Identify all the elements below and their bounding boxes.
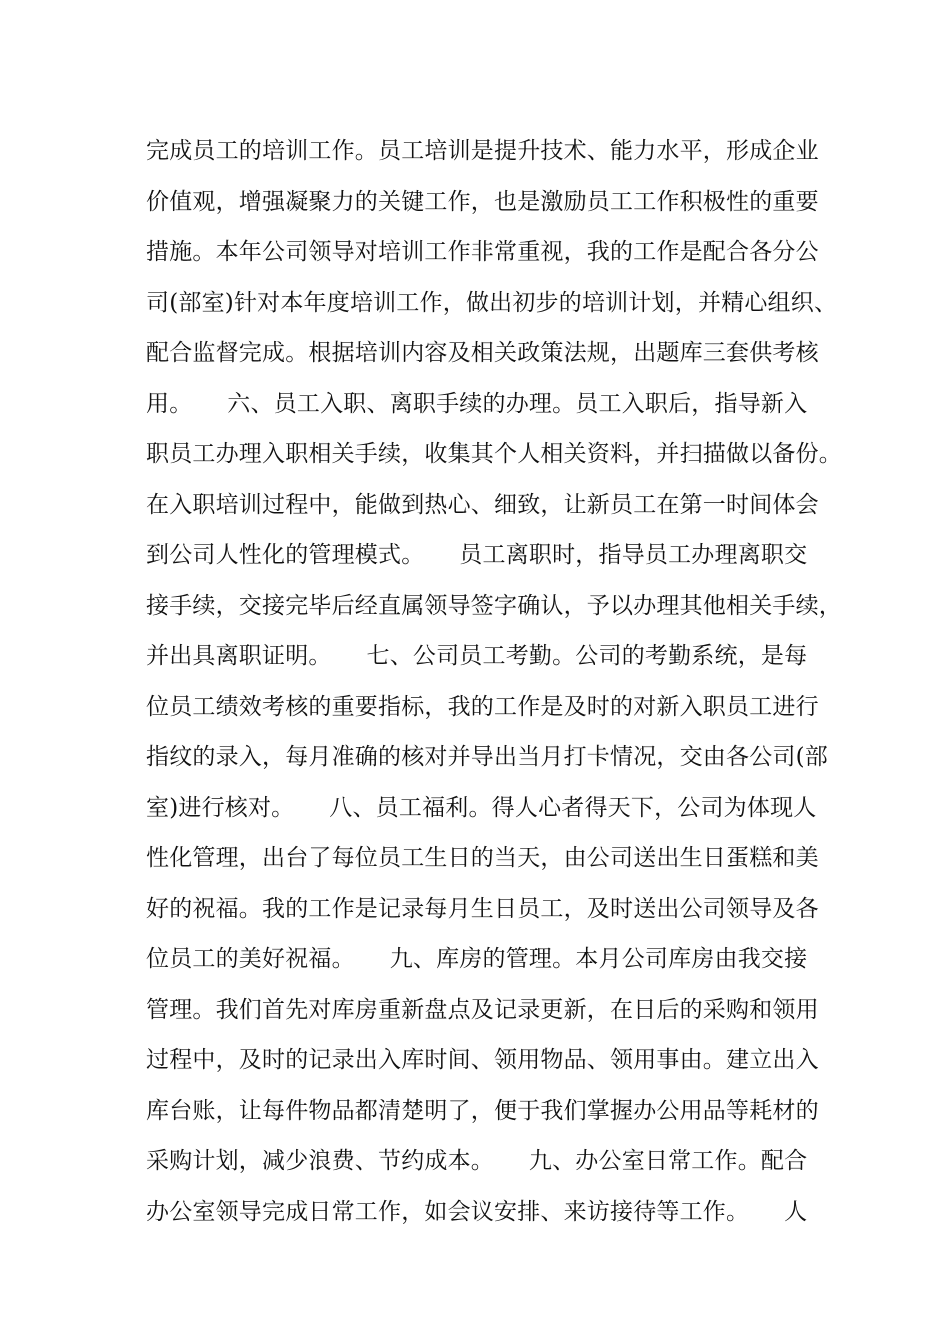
text-line: 性化管理，出台了每位员工生日的当天，由公司送出生日蛋糕和美 <box>146 845 819 871</box>
text-line: 好的祝福。我的工作是记录每月生日员工，及时送出公司领导及各 <box>146 895 819 922</box>
text-line: 管理。我们首先对库房重新盘点及记录更新，在日后的采购和领用 <box>146 996 819 1023</box>
text-line: 接手续，交接完毕后经直属领导签字确认，予以办理其他相关手续， <box>146 592 842 619</box>
text-line: 指纹的录入，每月准确的核对并导出当月打卡情况，交由各公司(部 <box>146 744 828 770</box>
text-line: 职员工办理入职相关手续，收集其个人相关资料，并扫描做以备份。 <box>146 441 842 467</box>
text-line: 采购计划，减少浪费、节约成本。 九、办公室日常工作。配合 <box>146 1148 808 1174</box>
text-line: 到公司人性化的管理模式。 员工离职时，指导员工办理离职交 <box>146 542 808 568</box>
text-line: 位员工的美好祝福。 九、库房的管理。本月公司库房由我交接 <box>146 946 808 972</box>
text-line: 配合监督完成。根据培训内容及相关政策法规，出题库三套供考核 <box>146 340 819 366</box>
text-line: 室)进行核对。 八、员工福利。得人心者得天下，公司为体现人 <box>146 794 817 821</box>
text-line: 司(部室)针对本年度培训工作，做出初步的培训计划，并精心组织、 <box>146 289 838 316</box>
body-text <box>146 126 842 1237</box>
text-line: 位员工绩效考核的重要指标，我的工作是及时的对新入职员工进行 <box>146 693 819 720</box>
text-line: 库台账，让每件物品都清楚明了，便于我们掌握办公用品等耗材的 <box>146 1097 819 1124</box>
text-line: 并出具离职证明。 七、公司员工考勤。公司的考勤系统，是每 <box>146 643 808 669</box>
text-line: 措施。本年公司领导对培训工作非常重视，我的工作是配合各分公 <box>146 239 819 265</box>
text-line: 用。 六、员工入职、离职手续的办理。员工入职后，指导新入 <box>146 390 808 417</box>
text-line: 价值观，增强凝聚力的关键工作，也是激励员工工作积极性的重要 <box>146 188 819 215</box>
text-line: 完成员工的培训工作。员工培训是提升技术、能力水平，形成企业 <box>146 138 819 164</box>
text-line: 在入职培训过程中，能做到热心、细致，让新员工在第一时间体会 <box>146 491 819 518</box>
text-line: 办公室领导完成日常工作，如会议安排、来访接待等工作。 人 <box>146 1198 808 1225</box>
text-line: 过程中，及时的记录出入库时间、领用物品、领用事由。建立出入 <box>146 1047 819 1073</box>
